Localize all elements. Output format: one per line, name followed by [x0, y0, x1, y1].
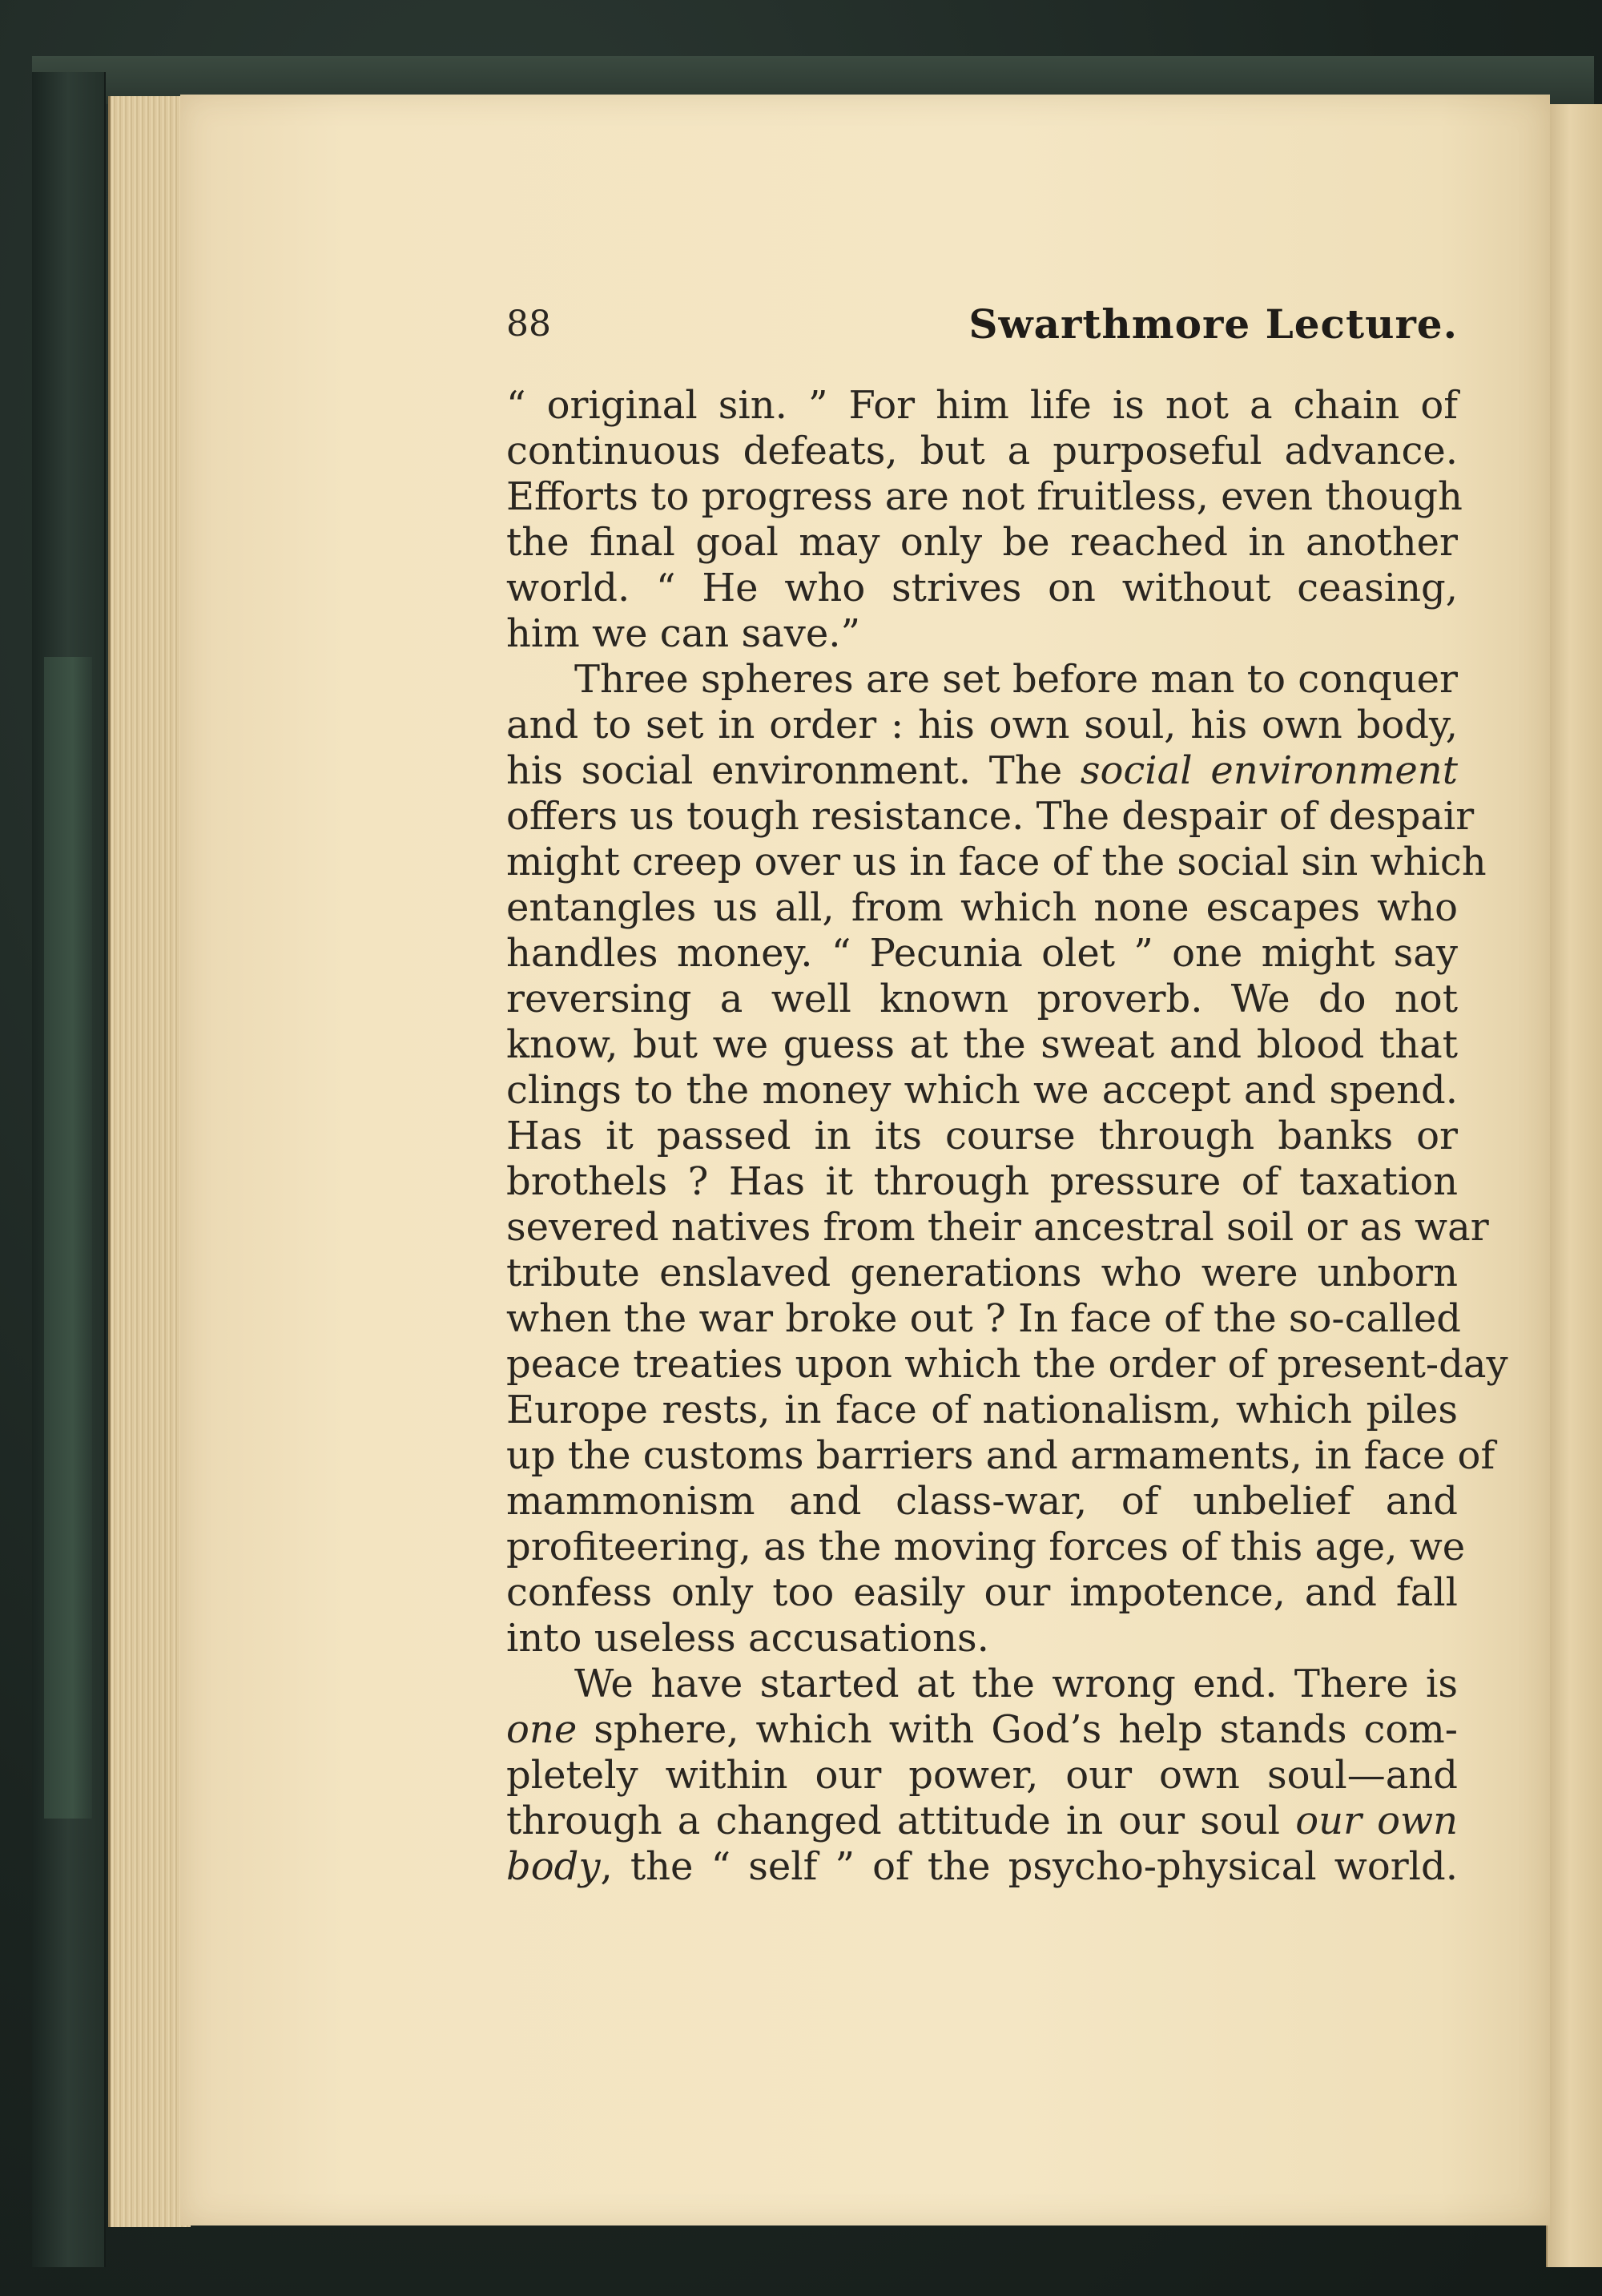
text-line: tribute enslaved generations who were unborn [506, 1251, 1458, 1295]
italic-phrase: our own [1295, 1799, 1458, 1843]
page-edges [108, 96, 191, 2227]
text-line: clings to the money which we accept and spend. [506, 1068, 1458, 1113]
text-line: might creep over us in face of the social sin which [506, 840, 1487, 884]
text-line: world. “ He who strives on without ceasing, [506, 566, 1458, 610]
text-line: when the war broke out ? In face of the so-called [506, 1296, 1461, 1341]
text-line: up the customs barriers and armaments, in face of [506, 1433, 1495, 1478]
body-text [506, 383, 1508, 1890]
text-line: pletely within our power, our own soul—and [506, 1753, 1458, 1798]
text-segment: sphere, which with God’s help stands com- [577, 1707, 1458, 1752]
spine-cloth-patch [44, 657, 92, 1819]
text-line [506, 748, 1458, 794]
italic-word: one [506, 1707, 578, 1752]
text-line: Has it passed in its course through banks or [506, 1114, 1458, 1158]
italic-word: body [506, 1844, 601, 1889]
text-segment: through a changed attitude in our soul [506, 1799, 1296, 1843]
text-line: reversing a well known proverb. We do not [506, 977, 1458, 1021]
text-line: the final goal may only be reached in another [506, 520, 1458, 565]
text-line: handles money. “ Pecunia olet ” one might say [506, 931, 1458, 976]
text-line: offers us tough resistance. The despair of despair [506, 794, 1475, 839]
paragraph-start-line: Three spheres are set before man to conquer [574, 657, 1458, 702]
text-segment: , the “ self ” of the psycho-physical world. [600, 1844, 1458, 1889]
text-segment: his social environment. The [506, 748, 1081, 793]
page-number: 88 [506, 304, 551, 344]
text-line: Efforts to progress are not fruitless, even though [506, 474, 1463, 519]
facing-page-edge [1546, 104, 1602, 2267]
text-line: Europe rests, in face of nationalism, which piles [506, 1388, 1458, 1432]
text-line [506, 1844, 1458, 1890]
text-line: continuous defeats, but a purposeful advance. [506, 429, 1458, 473]
text-line: severed natives from their ancestral soil or as war [506, 1205, 1489, 1250]
text-line: profiteering, as the moving forces of this age, we [506, 1525, 1466, 1569]
text-line: and to set in order : his own soul, his own body, [506, 703, 1458, 747]
italic-phrase: social environment [1080, 748, 1458, 793]
text-line: “ original sin. ” For him life is not a chain of [506, 383, 1458, 428]
paragraph-start-line: We have started at the wrong end. There is [574, 1662, 1458, 1706]
text-line: into useless accusations. [506, 1616, 989, 1661]
text-line: brothels ? Has it through pressure of taxation [506, 1159, 1458, 1204]
text-line [506, 1707, 1458, 1753]
text-line [506, 1799, 1458, 1844]
text-line: mammonism and class-war, of unbelief and [506, 1479, 1458, 1524]
text-line: know, but we guess at the sweat and blood that [506, 1022, 1458, 1067]
text-line: him we can save.” [506, 611, 861, 656]
running-head: Swarthmore Lecture. [968, 300, 1458, 348]
page-header [506, 296, 1458, 352]
text-line: entangles us all, from which none escapes who [506, 885, 1458, 930]
text-line: confess only too easily our impotence, and fall [506, 1570, 1458, 1615]
text-line: peace treaties upon which the order of present-day [506, 1342, 1508, 1387]
